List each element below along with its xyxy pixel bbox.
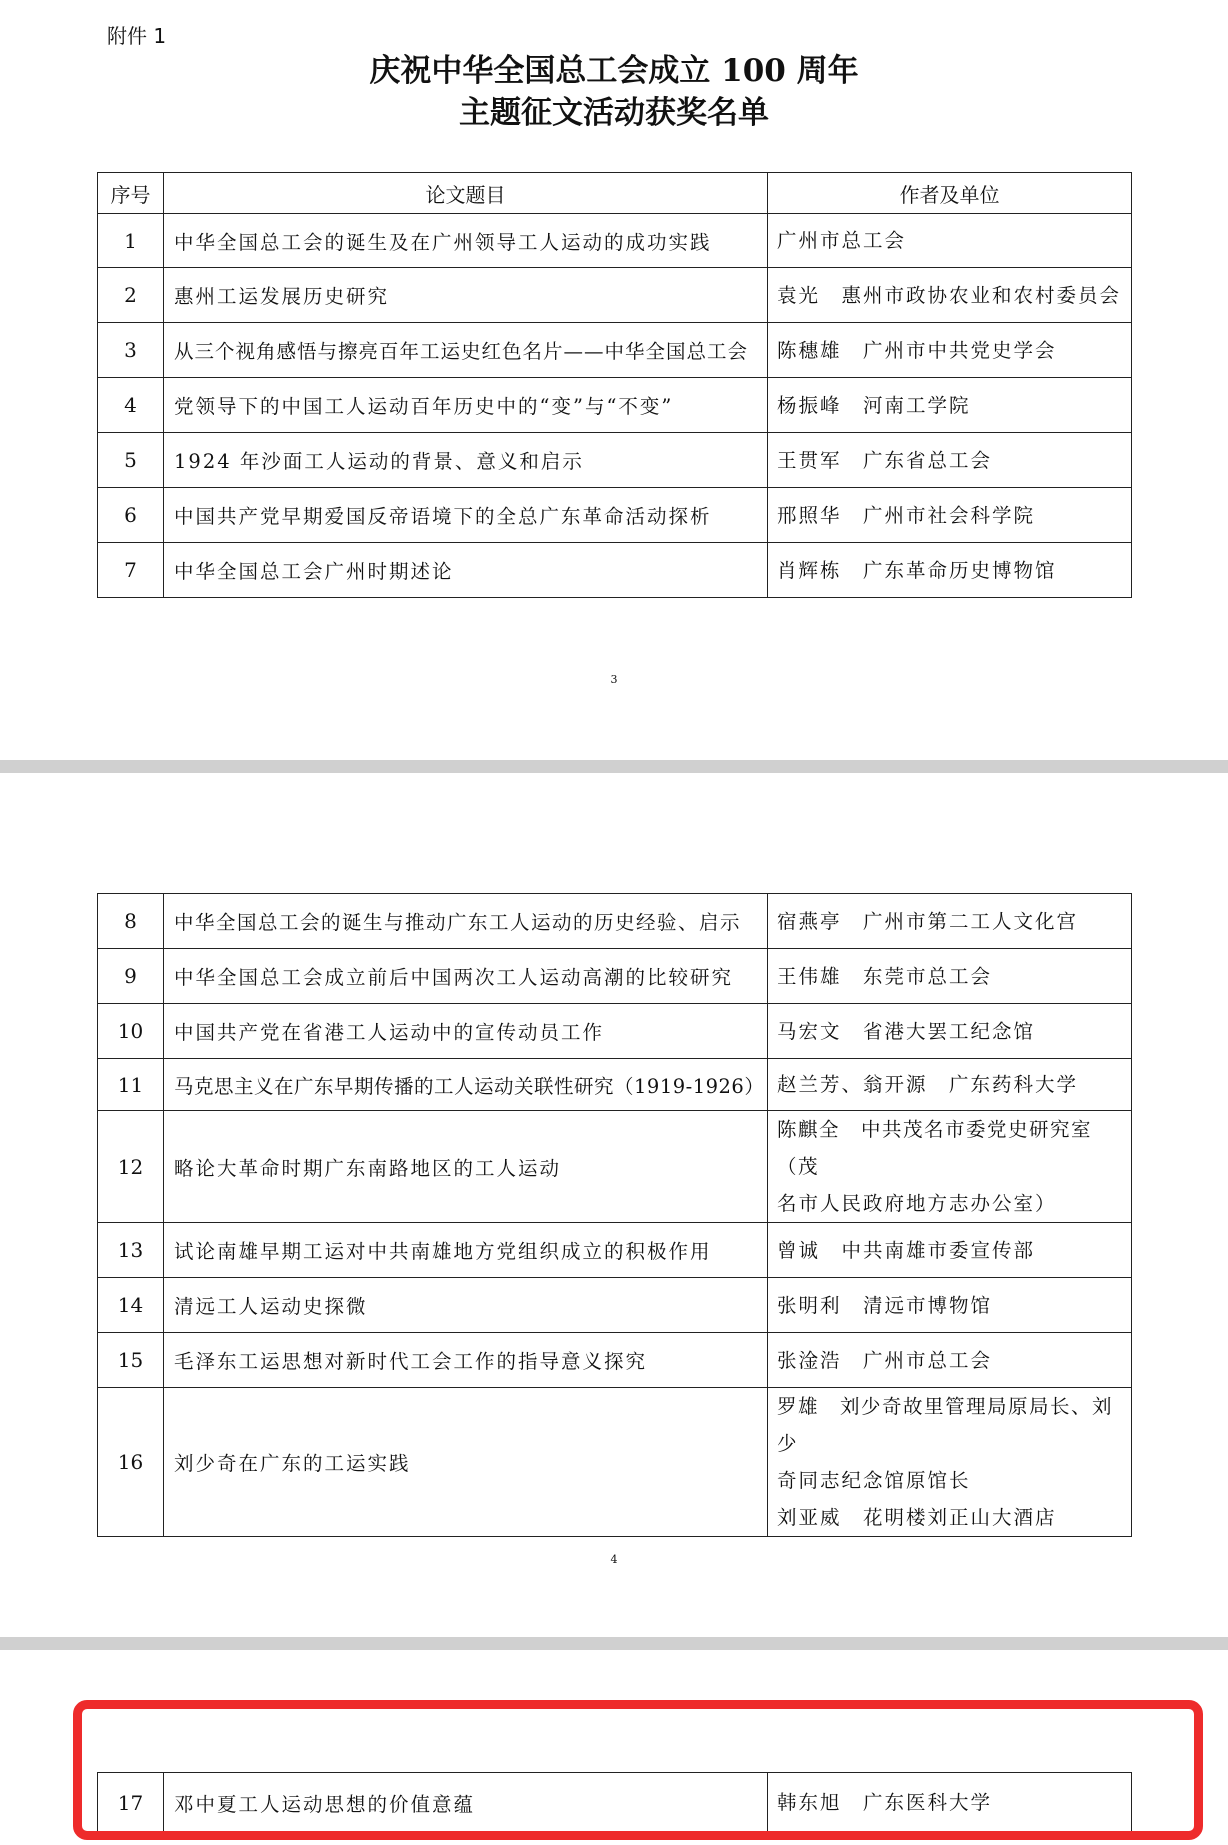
table-row (98, 268, 1132, 323)
row-no: 10 (98, 1004, 164, 1059)
row-title: 中华全国总工会成立前后中国两次工人运动高潮的比较研究 (164, 949, 768, 1004)
author-line: 刘亚威 花明楼刘正山大酒店 (777, 1506, 1057, 1529)
row-no: 6 (98, 488, 164, 543)
author-line: 张明利 清远市博物馆 (777, 1293, 993, 1317)
awards-table-page-1 (97, 172, 1132, 598)
row-title: 1924 年沙面工人运动的背景、意义和启示 (164, 433, 768, 488)
row-no: 2 (98, 268, 164, 323)
table-row (98, 488, 1132, 543)
author-line: 王贯军 广东省总工会 (777, 448, 993, 472)
table-row (98, 1278, 1132, 1333)
row-no: 5 (98, 433, 164, 488)
row-author (768, 488, 1132, 543)
page-separator (0, 1637, 1228, 1650)
row-title: 惠州工运发展历史研究 (164, 268, 768, 323)
table-row (98, 949, 1132, 1004)
row-author (768, 268, 1132, 323)
table-row (98, 1333, 1132, 1388)
page-number: 3 (610, 673, 618, 686)
row-author (768, 543, 1132, 598)
row-no: 4 (98, 378, 164, 433)
row-author (768, 1111, 1132, 1223)
author-line: 邢照华 广州市社会科学院 (777, 503, 1036, 527)
row-author (768, 1333, 1132, 1388)
author-line: 张淦浩 广州市总工会 (777, 1348, 993, 1372)
title-line-2: 主题征文活动获奖名单 (459, 95, 769, 131)
table-row (98, 323, 1132, 378)
author-line: 曾诚 中共南雄市委宣传部 (777, 1238, 1036, 1262)
author-line: 陈穗雄 广州市中共党史学会 (777, 338, 1057, 362)
row-no: 13 (98, 1223, 164, 1278)
author-line: 赵兰芳、翁开源 广东药科大学 (777, 1073, 1079, 1096)
table-row (98, 894, 1132, 949)
header-no: 序号 (98, 173, 164, 214)
header-author: 作者及单位 (768, 173, 1132, 214)
row-author (768, 214, 1132, 268)
row-title: 中国共产党在省港工人运动中的宣传动员工作 (164, 1004, 768, 1059)
awards-table-page-2 (97, 893, 1132, 1537)
page-number: 4 (610, 1553, 618, 1566)
table-row (98, 378, 1132, 433)
row-title: 马克思主义在广东早期传播的工人运动关联性研究（1919-1926） (164, 1059, 768, 1111)
row-author (768, 1004, 1132, 1059)
row-title: 毛泽东工运思想对新时代工会工作的指导意义探究 (164, 1333, 768, 1388)
author-line: 肖辉栋 广东革命历史博物馆 (777, 558, 1057, 582)
row-no: 11 (98, 1059, 164, 1111)
table-row (98, 1223, 1132, 1278)
author-line: 宿燕亭 广州市第二工人文化宫 (777, 909, 1079, 933)
row-no: 15 (98, 1333, 164, 1388)
author-line: 广州市总工会 (777, 229, 907, 252)
document-page-2 (0, 773, 1228, 1637)
author-line: 韩东旭 广东医科大学 (777, 1791, 993, 1814)
author-line: 马宏文 省港大罢工纪念馆 (777, 1019, 1036, 1043)
row-author (768, 323, 1132, 378)
table-row (98, 543, 1132, 598)
table-row (98, 1059, 1132, 1111)
table-row (98, 433, 1132, 488)
row-no: 16 (98, 1388, 164, 1537)
table-row (98, 214, 1132, 268)
row-author (768, 949, 1132, 1004)
row-author (768, 894, 1132, 949)
row-no: 17 (98, 1773, 164, 1833)
document-page-1 (0, 0, 1228, 760)
row-no: 14 (98, 1278, 164, 1333)
title-line-1: 庆祝中华全国总工会成立 100 周年 (369, 53, 859, 89)
row-no: 8 (98, 894, 164, 949)
row-title: 从三个视角感悟与擦亮百年工运史红色名片——中华全国总工会 (164, 323, 768, 378)
highlight-annotation-box (73, 1700, 1203, 1840)
row-no: 9 (98, 949, 164, 1004)
row-author (768, 433, 1132, 488)
page-separator (0, 760, 1228, 773)
row-title: 试论南雄早期工运对中共南雄地方党组织成立的积极作用 (164, 1223, 768, 1278)
row-no: 7 (98, 543, 164, 598)
author-line: 名市人民政府地方志办公室） (777, 1192, 1057, 1215)
author-line: 杨振峰 河南工学院 (777, 393, 971, 417)
row-no: 12 (98, 1111, 164, 1223)
row-title: 中华全国总工会广州时期述论 (164, 543, 768, 598)
row-title: 中华全国总工会的诞生及在广州领导工人运动的成功实践 (164, 214, 768, 268)
row-title: 清远工人运动史探微 (164, 1278, 768, 1333)
row-title: 中华全国总工会的诞生与推动广东工人运动的历史经验、启示 (164, 894, 768, 949)
row-title: 邓中夏工人运动思想的价值意蕴 (164, 1773, 768, 1833)
author-line: 罗雄 刘少奇故里管理局原局长、刘少 (777, 1395, 1114, 1455)
header-title: 论文题目 (164, 173, 768, 214)
author-line: 袁光 惠州市政协农业和农村委员会 (777, 283, 1122, 307)
row-title: 党领导下的中国工人运动百年历史中的“变”与“不变” (164, 378, 768, 433)
row-author (768, 1278, 1132, 1333)
table-row (98, 1004, 1132, 1059)
row-no: 3 (98, 323, 164, 378)
row-title: 略论大革命时期广东南路地区的工人运动 (164, 1111, 768, 1223)
row-no: 1 (98, 214, 164, 268)
table-row (98, 1111, 1132, 1223)
author-line: 王伟雄 东莞市总工会 (777, 964, 993, 988)
row-author (768, 378, 1132, 433)
attachment-label: 附件 1 (107, 24, 167, 48)
row-author (768, 1223, 1132, 1278)
row-title: 中国共产党早期爱国反帝语境下的全总广东革命活动探析 (164, 488, 768, 543)
row-author (768, 1388, 1132, 1537)
row-title: 刘少奇在广东的工运实践 (164, 1388, 768, 1537)
author-line: 陈麒全 中共茂名市委党史研究室（茂 (777, 1118, 1093, 1178)
table-row (98, 1388, 1132, 1537)
author-line: 奇同志纪念馆原馆长 (777, 1469, 971, 1492)
table-header-row (98, 173, 1132, 214)
row-author (768, 1059, 1132, 1111)
